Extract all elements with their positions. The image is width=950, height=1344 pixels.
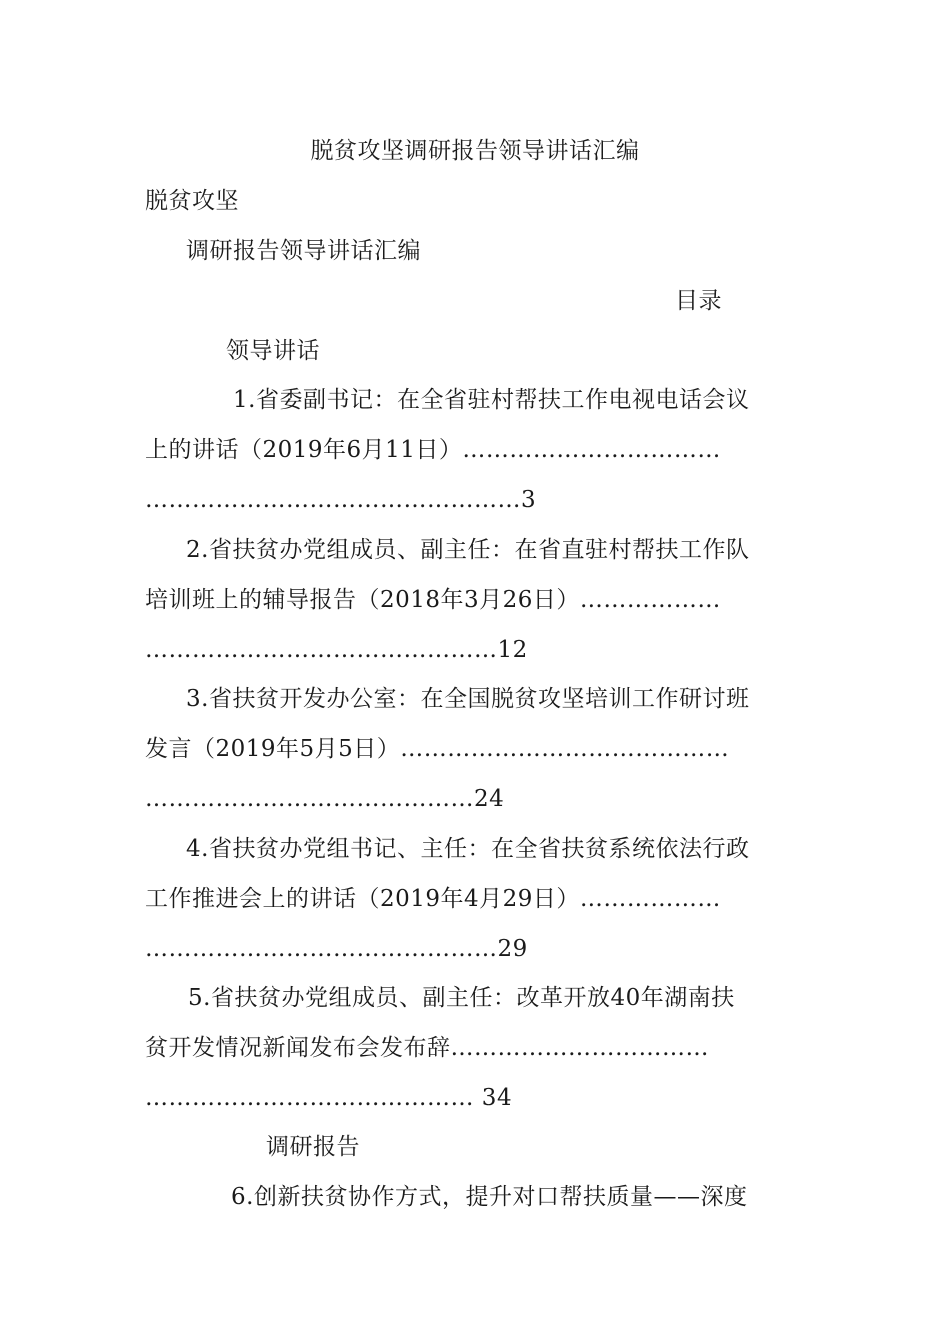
section-heading-reports: 调研报告 (266, 1134, 360, 1160)
toc-heading: 目录 (675, 288, 722, 314)
toc-entry-3-line-1: 3.省扶贫开发办公室：在全国脱贫攻坚培训工作研讨班 (186, 686, 750, 712)
toc-entry-4-line-3: ………………………………………29 (145, 936, 528, 962)
toc-entry-3-line-2: 发言（2019年5月5日）…………………………………… (145, 736, 730, 762)
subtitle-line-2: 调研报告领导讲话汇编 (186, 238, 421, 264)
toc-entry-4-line-1: 4.省扶贫办党组书记、主任：在全省扶贫系统依法行政 (186, 836, 750, 862)
toc-entry-1-line-1: 1.省委副书记：在全省驻村帮扶工作电视电话会议 (233, 387, 750, 413)
toc-entry-1-line-3: …………………………………………3 (145, 487, 537, 513)
subtitle-line-1: 脱贫攻坚 (145, 188, 239, 214)
toc-entry-5-line-3: …………………………………… 34 (145, 1085, 513, 1111)
toc-entry-2-line-1: 2.省扶贫办党组成员、副主任：在省直驻村帮扶工作队 (186, 537, 750, 563)
document-title: 脱贫攻坚调研报告领导讲话汇编 (310, 138, 640, 164)
section-heading-speeches: 领导讲话 (226, 338, 320, 364)
toc-entry-6-line-1: 6.创新扶贫协作方式，提升对口帮扶质量——深度 (231, 1184, 748, 1210)
toc-entry-1-line-2: 上的讲话（2019年6月11日）…………………………… (145, 437, 721, 463)
toc-entry-2-line-3: ………………………………………12 (145, 637, 528, 663)
toc-entry-5-line-2: 贫开发情况新闻发布会发布辞…………………………… (145, 1035, 709, 1061)
toc-entry-4-line-2: 工作推进会上的讲话（2019年4月29日）……………… (145, 886, 721, 912)
toc-entry-3-line-3: ……………………………………24 (145, 786, 505, 812)
toc-entry-2-line-2: 培训班上的辅导报告（2018年3月26日）……………… (145, 587, 721, 613)
toc-entry-5-line-1: 5.省扶贫办党组成员、副主任：改革开放40年湖南扶 (188, 985, 735, 1011)
